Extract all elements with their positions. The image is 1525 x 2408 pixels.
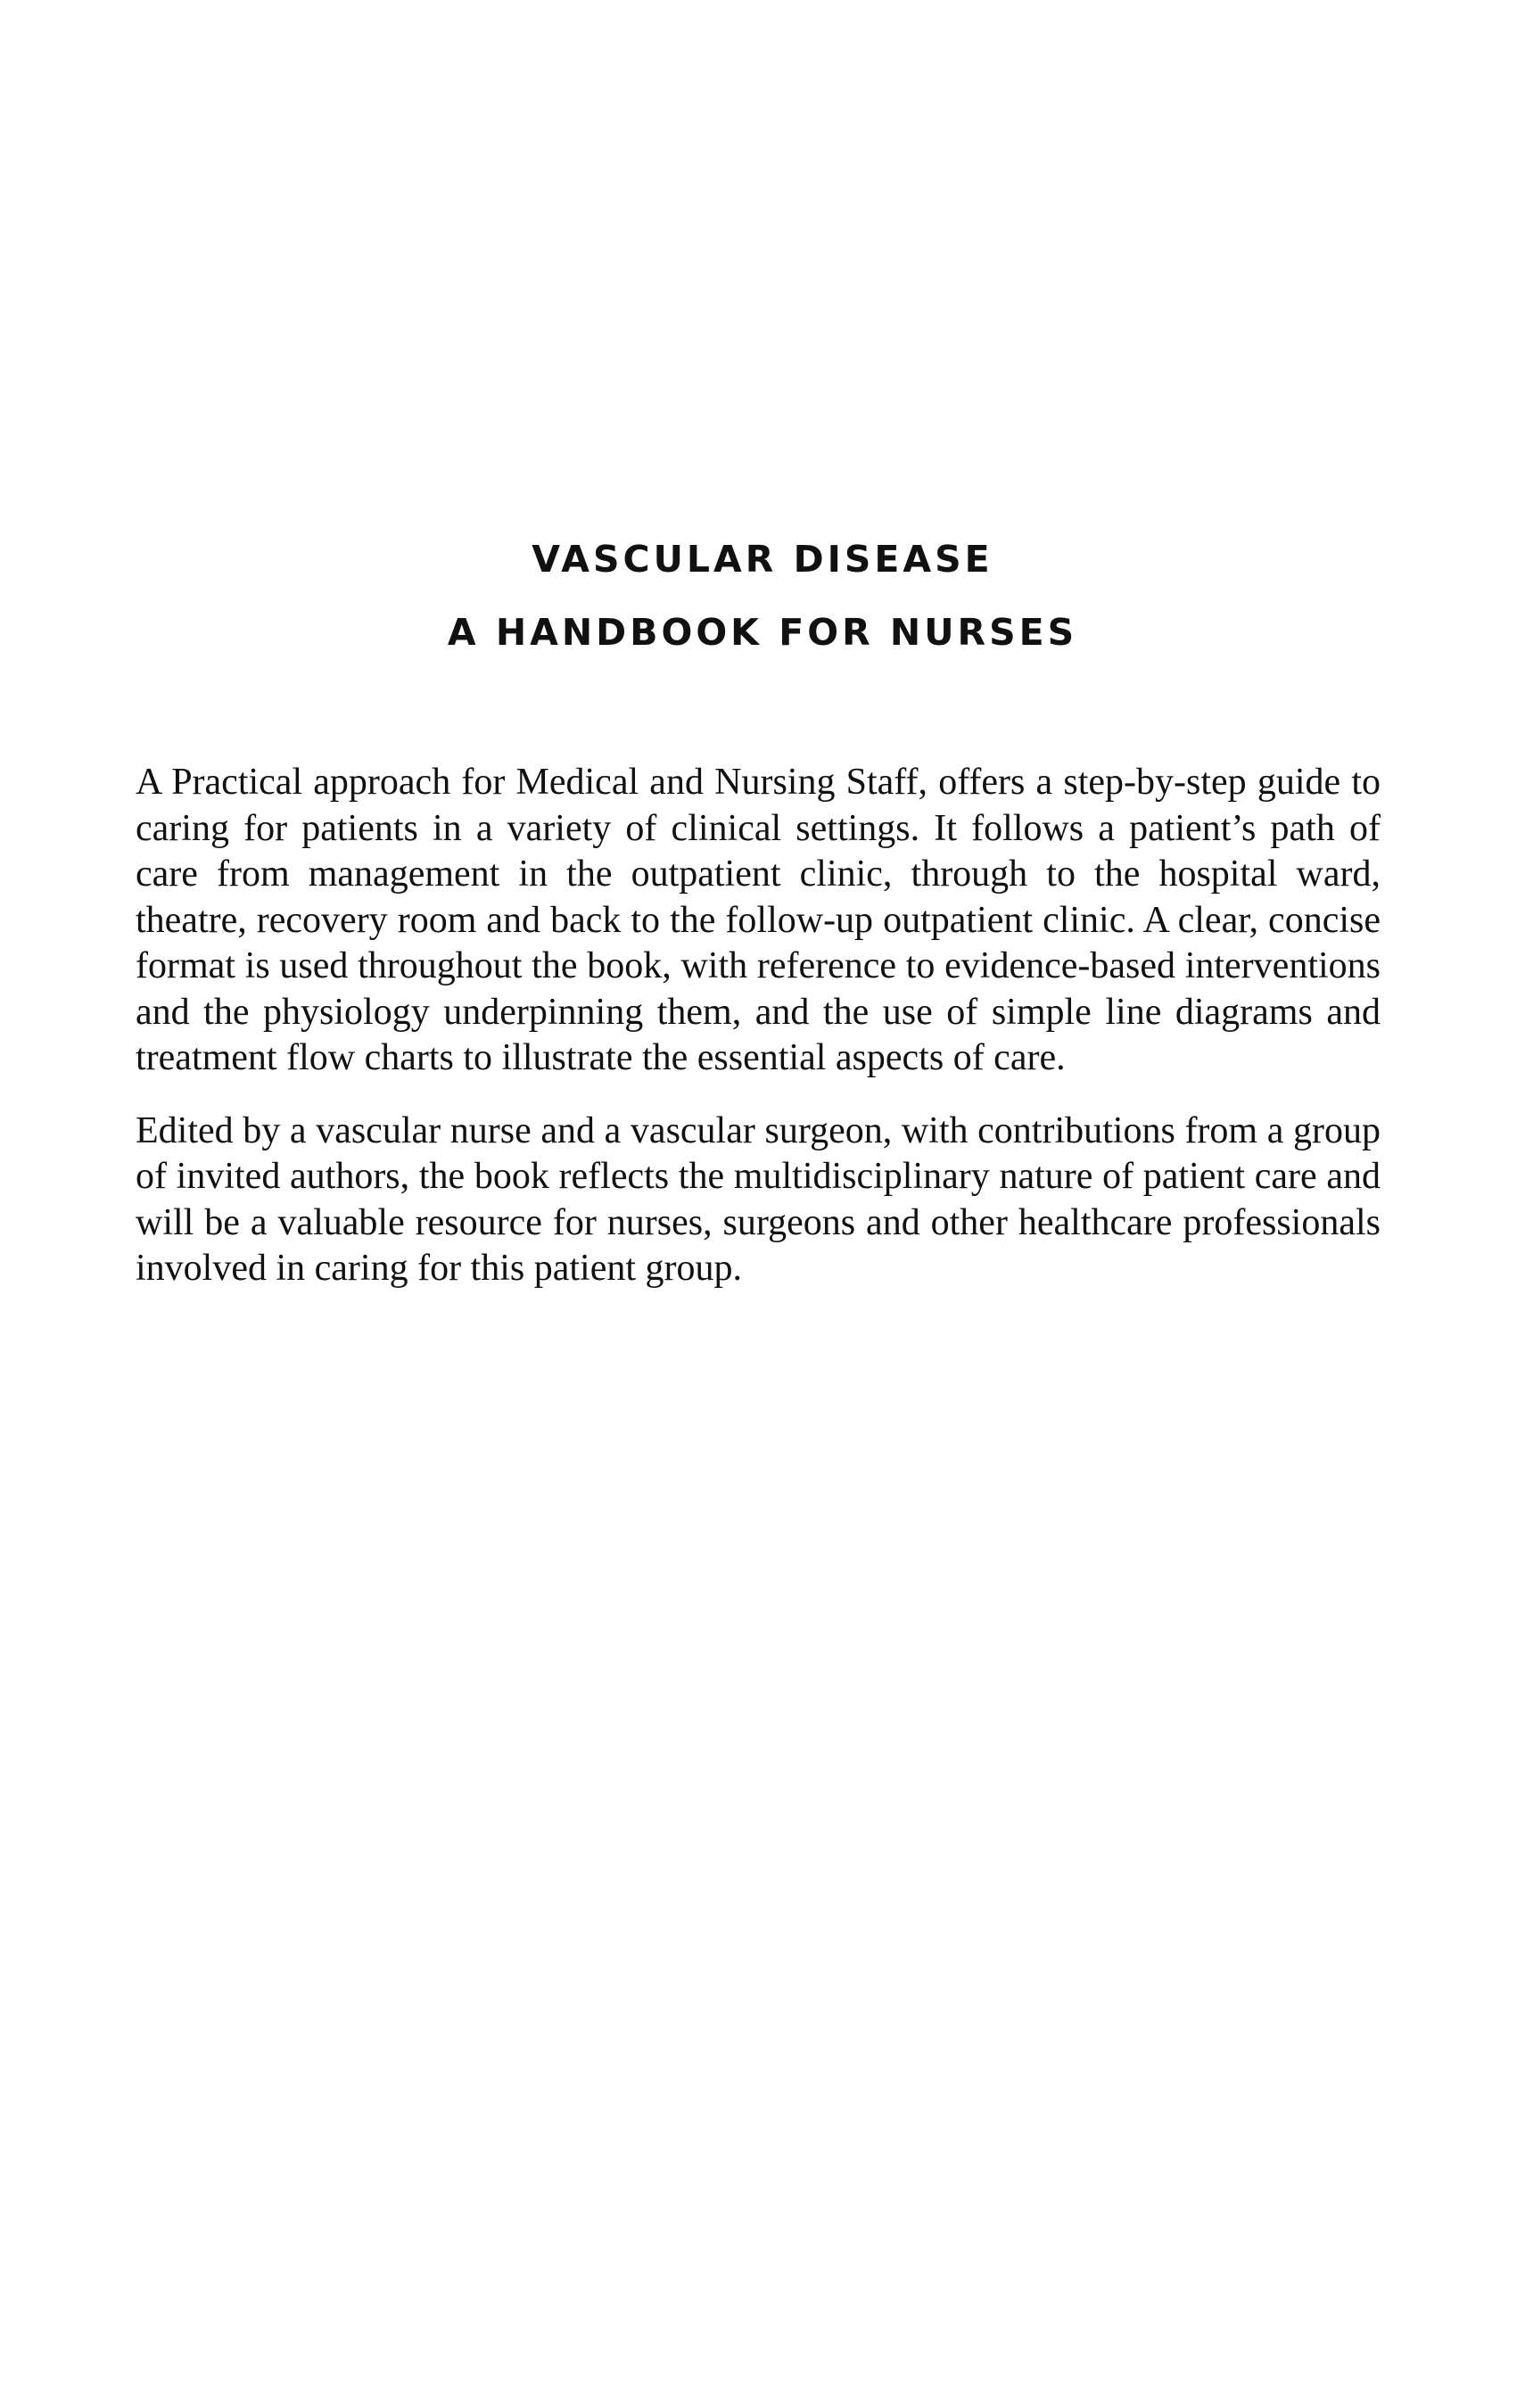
description-paragraph-2: Edited by a vascular nurse and a vascular surgeon, with contributions from a group of invited authors, the book reflects the multidisciplinary nature of patient care and will be a valuable resource for nurses, surgeons and other healthcare professionals involved in caring for this patient group. [136, 1109, 1381, 1289]
title-line-1: VASCULAR DISEASE [532, 538, 993, 581]
description-text [136, 760, 1381, 1292]
title-line-2: A HANDBOOK FOR NURSES [447, 611, 1078, 654]
description-paragraph-1: A Practical approach for Medical and Nursing Staff, offers a step-by-step guide to caring for patients in a variety of clinical settings. It follows a patient’s path of care from management in the outpatient clinic, through to the hospital ward, theatre, recovery room and back to the follow-up outpatient clinic. A clear, concise format is used throughout the book, with reference to evidence-based interventions and the physiology underpinning them, and the use of simple line diagrams and treatment flow charts to illustrate the essential aspects of care. [136, 762, 1381, 1078]
book-title [0, 523, 1525, 669]
